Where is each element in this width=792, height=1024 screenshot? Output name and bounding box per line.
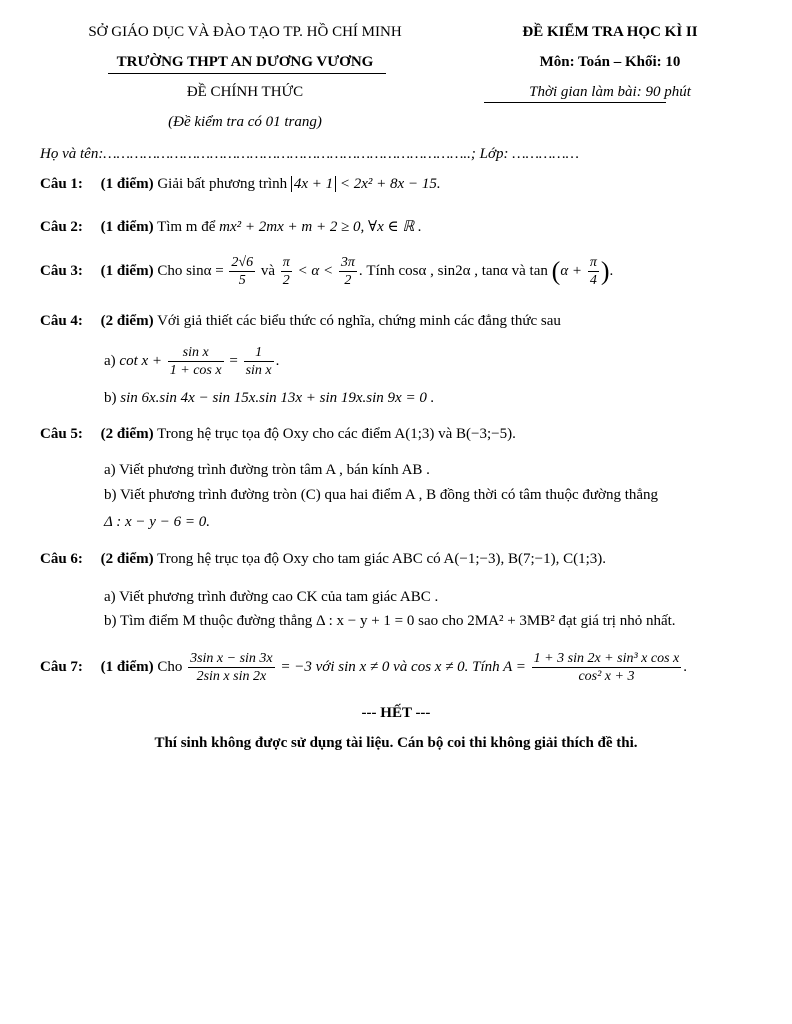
official-label: ĐỀ CHÍNH THỨC <box>186 84 304 100</box>
conj-and: và <box>260 262 276 279</box>
alpha-range: < α < <box>297 262 334 279</box>
question-3: Câu 3: (1 điểm) Cho sinα = $\frac{2√6}{5}$ và $\frac{\pi}{2}$ < α < $\frac{3\pi}{2}$ . Tính cosα , sin2α , tanα và tan (α + $\frac{\pi}{4}$ ). <box>40 255 614 288</box>
question-4 <box>40 313 561 330</box>
fraction-given: $\frac{\text{3sin x − sin 3x}}{\text{2sin x sin 2x}}$ <box>190 651 273 684</box>
equals-sign: = <box>229 352 238 369</box>
question-text: Cho <box>157 658 183 675</box>
question-6 <box>40 551 606 568</box>
question-points: (2 điểm) <box>100 426 154 442</box>
question-label: Câu 5: <box>40 426 83 442</box>
question-rest: . Tính cosα , sin2α , tanα và tan <box>358 262 548 279</box>
school-underline <box>108 73 386 74</box>
question-text: Với giả thiết các biểu thức có nghĩa, chứng minh các đẳng thức sau <box>157 313 561 329</box>
question-points: (1 điểm) <box>100 262 154 279</box>
question-text: Giải bất phương trình <box>157 176 288 192</box>
time-allowed: Thời gian làm bài: 90 phút <box>529 84 691 100</box>
condition-text: = −3 với sin x ≠ 0 và cos x ≠ 0. Tính A = <box>280 658 526 675</box>
period: . <box>683 658 687 675</box>
end-mark: --- HẾT --- <box>361 705 431 721</box>
period: . <box>275 352 280 369</box>
question-5b-line: Δ : x − y − 6 = 0. <box>104 514 210 530</box>
question-label: Câu 2: <box>40 219 83 235</box>
abs-expression: 4x + 1 <box>291 176 336 192</box>
question-label: Câu 3: <box>40 262 83 279</box>
question-label: Câu 1: <box>40 176 83 192</box>
page-count-note: (Đề kiểm tra có 01 trang) <box>168 114 322 130</box>
question-6b: b) Tìm điểm M thuộc đường thẳng Δ : x − y + 1 = 0 sao cho 2MA² + 3MB² đạt giá trị nhỏ nhất. <box>104 613 676 629</box>
department-name: SỞ GIÁO DỤC VÀ ĐÀO TẠO TP. HỒ CHÍ MINH <box>88 24 402 40</box>
paren-open: ( <box>551 256 561 286</box>
math-expression: mx² + 2mx + m + 2 ≥ 0, ∀x ∈ ℝ . <box>219 219 422 235</box>
question-text: Tìm m để <box>157 219 216 235</box>
identity-expression: sin 6x.sin 4x − sin 15x.sin 13x + sin 19x.sin 9x = 0 . <box>120 390 435 406</box>
question-points: (2 điểm) <box>100 313 154 329</box>
fraction-pi-half: $\frac{\pi}{2}$ <box>282 255 290 288</box>
cot-term: cot x + <box>119 352 163 369</box>
fraction-sin-over-1pluscos: $\frac{\text{sin x}}{\text{1 + cos x}}$ <box>169 345 222 378</box>
part-label: b) <box>104 390 117 406</box>
subject-grade: Môn: Toán – Khối: 10 <box>539 54 681 70</box>
fraction-A: $\frac{\text{1 + 3 sin 2x + sin³ x cos x}}{\text{cos² x + 3}}$ <box>533 651 680 684</box>
tan-arg: α + <box>560 262 583 279</box>
question-points: (2 điểm) <box>100 551 154 567</box>
question-points: (1 điểm) <box>100 219 154 235</box>
question-text: Cho sinα = <box>157 262 224 279</box>
part-label: a) <box>104 352 116 369</box>
question-5 <box>40 426 516 443</box>
time-underline <box>484 102 666 103</box>
question-1 <box>40 176 441 193</box>
question-label: Câu 6: <box>40 551 83 567</box>
question-text: Trong hệ trục tọa độ Oxy cho tam giác ABC có A(−1;−3), B(7;−1), C(1;3). <box>157 551 607 567</box>
question-label: Câu 7: <box>40 658 83 675</box>
exam-title: ĐỀ KIỂM TRA HỌC KÌ II <box>522 24 698 40</box>
fraction-1-over-sin: $\frac{1}{\text{sin x}}$ <box>245 345 272 378</box>
inequality-rest: < 2x² + 8x − 15. <box>336 176 441 192</box>
student-info-line: Họ và tên:………………………………………………………………………..; Lớp: …………… <box>40 146 579 162</box>
question-points: (1 điểm) <box>100 658 154 675</box>
school-name: TRƯỜNG THPT AN DƯƠNG VƯƠNG <box>116 54 374 70</box>
question-5a: a) Viết phương trình đường tròn tâm A , bán kính AB . <box>104 462 430 478</box>
question-2 <box>40 217 422 236</box>
question-text: Trong hệ trục tọa độ Oxy cho các điểm A(1;3) và B(−3;−5). <box>157 426 516 442</box>
question-7 <box>40 650 687 685</box>
fraction-sin: $\frac{2√6}{5}$ <box>231 255 254 288</box>
question-label: Câu 4: <box>40 313 83 329</box>
question-6a: a) Viết phương trình đường cao CK của tam giác ABC . <box>104 589 439 605</box>
paren-close: ) <box>600 256 610 286</box>
fraction-pi-quarter: $\frac{\pi}{4}$ <box>589 255 597 288</box>
fraction-3pi-half: $\frac{3\pi}{2}$ <box>340 255 355 288</box>
question-points: (1 điểm) <box>100 176 154 192</box>
question-4b <box>104 390 434 407</box>
question-5b: b) Viết phương trình đường tròn (C) qua hai điểm A , B đồng thời có tâm thuộc đường thẳng <box>104 487 659 503</box>
footer-note: Thí sinh không được sử dụng tài liệu. Cán bộ coi thi không giải thích đề thi. <box>154 735 638 751</box>
question-4a <box>104 344 279 379</box>
